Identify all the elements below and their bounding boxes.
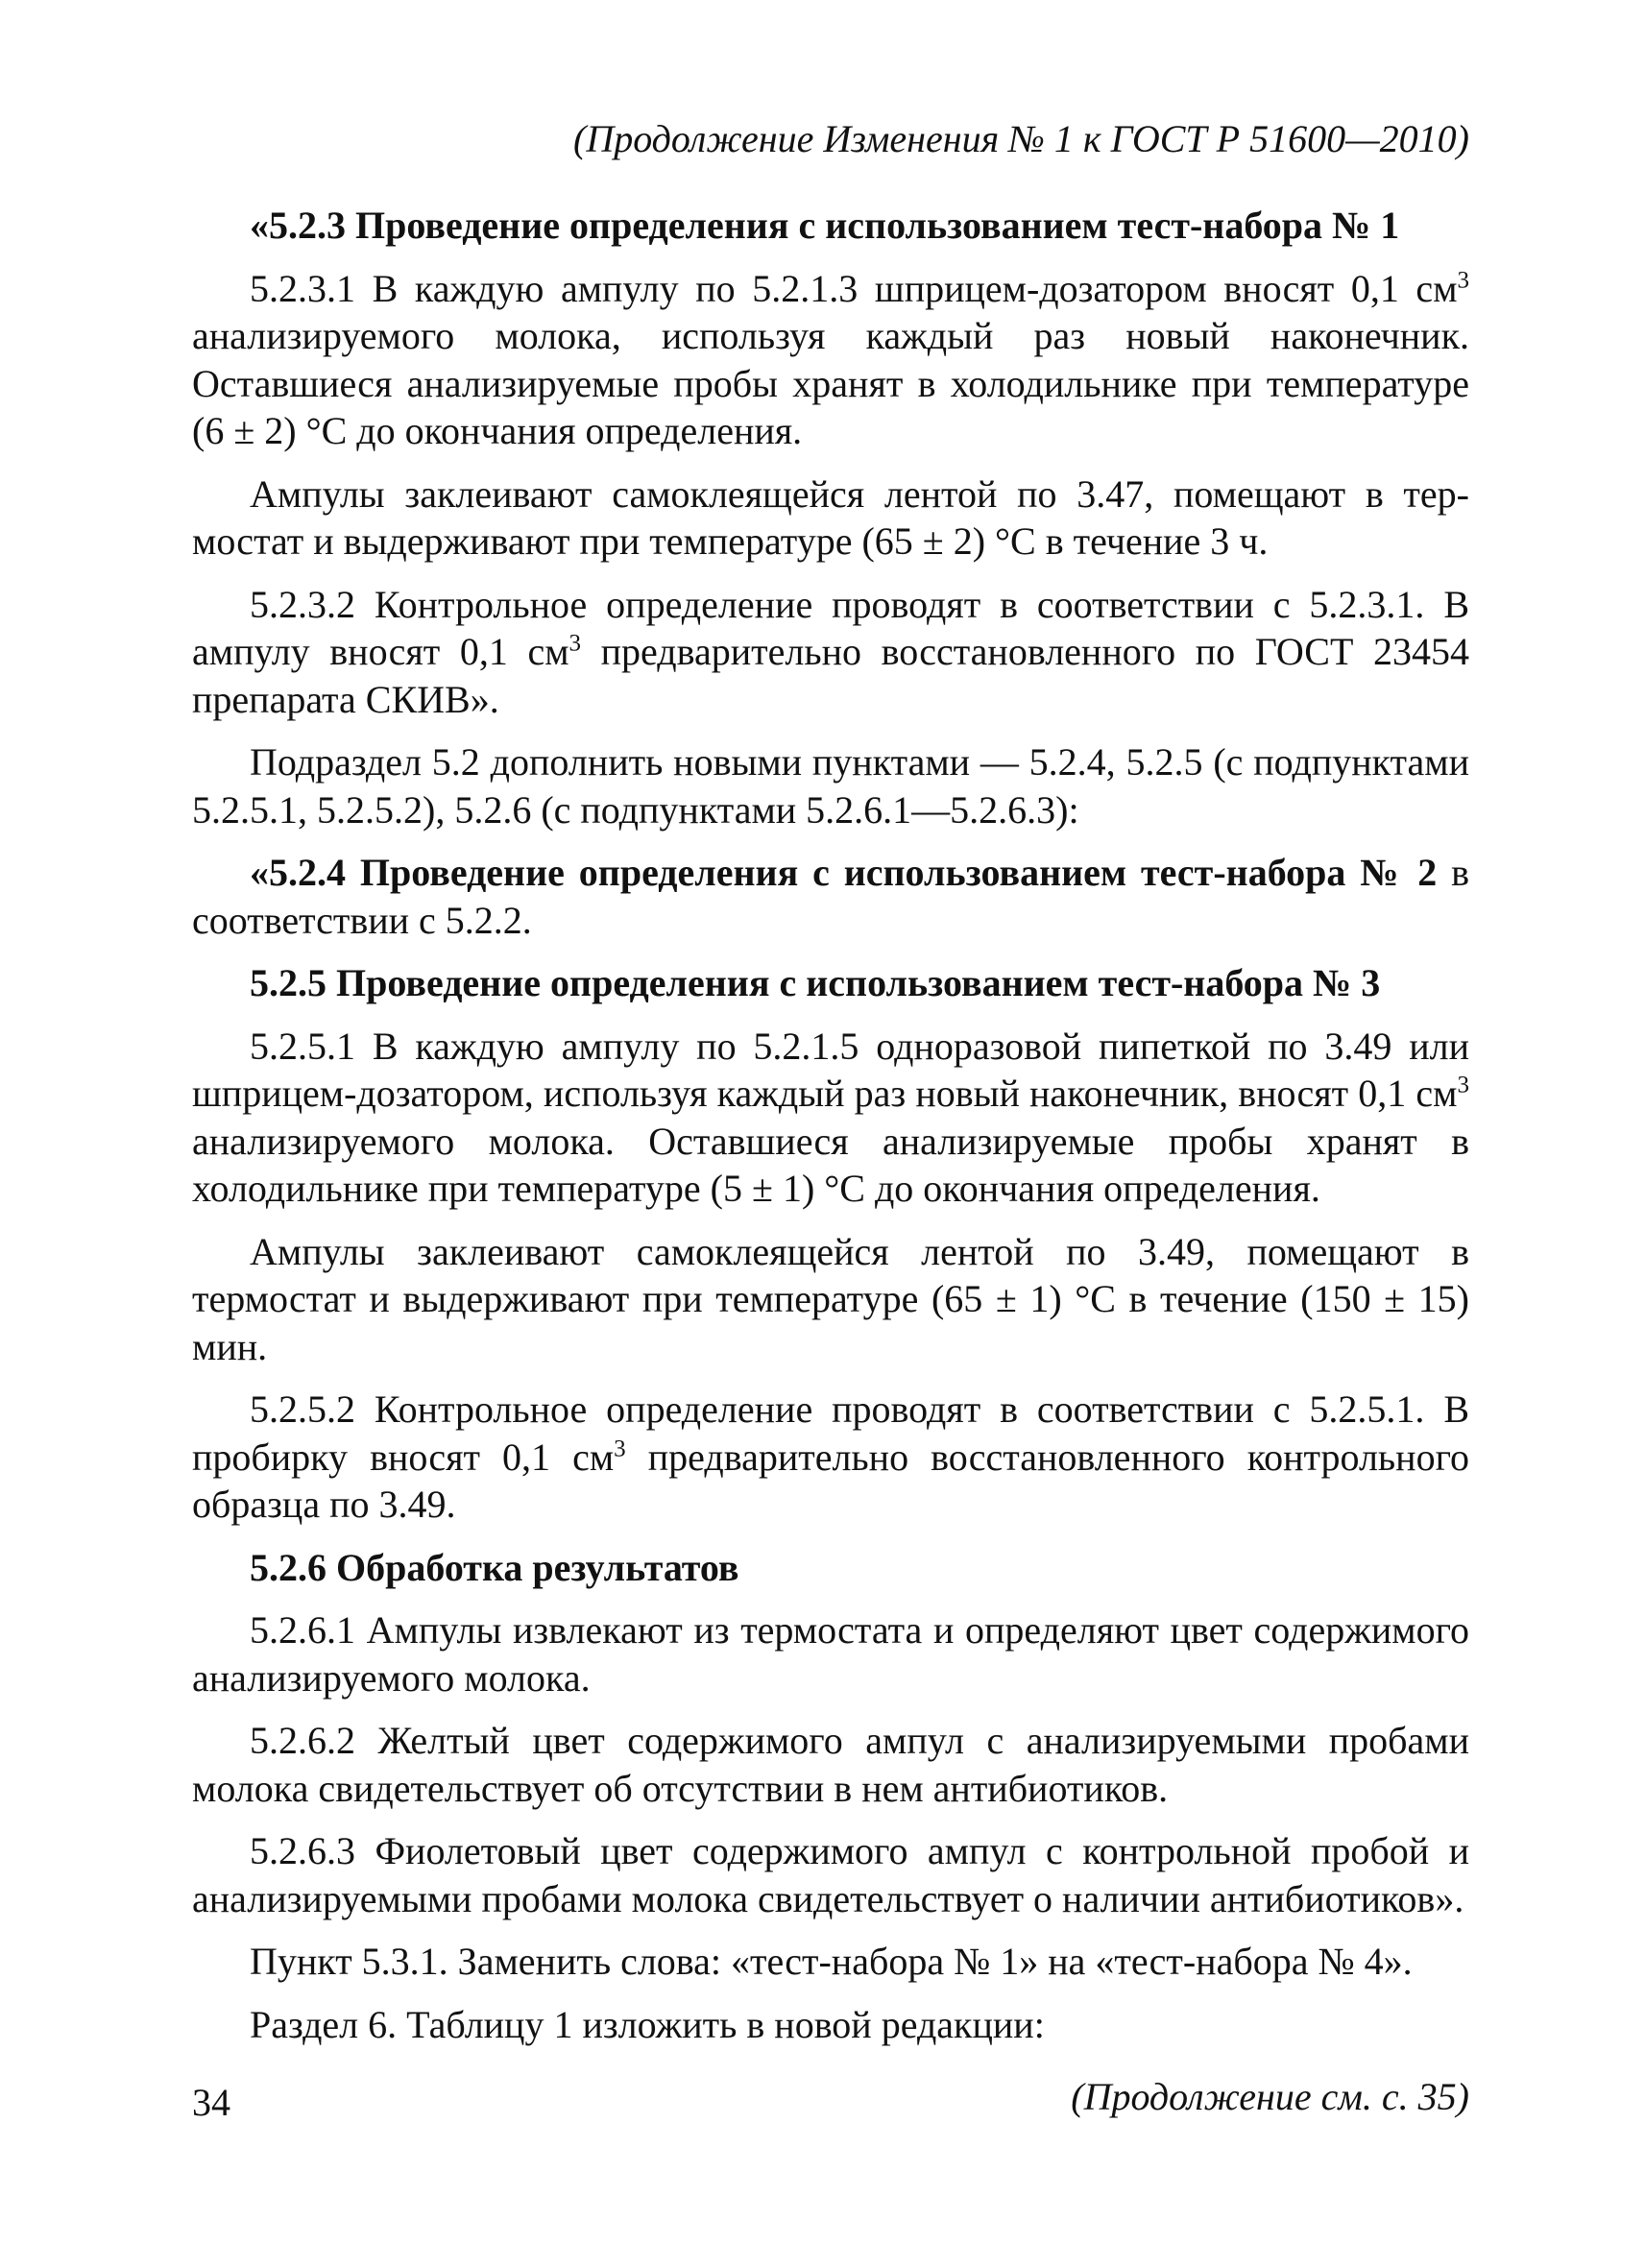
paragraph-text: анализируемого молока. Оставшиеся анализируемые пробы хранят в холодильнике при температуре (5 ± 1) °С до окончания определения.	[192, 1119, 1469, 1210]
page-number: 34	[192, 2081, 230, 2124]
continuation-note: (Продолжение см. с. 35)	[1071, 2075, 1469, 2118]
paragraph-text: предварительно восстановленного по ГОСТ 23454 препарата СКИВ».	[192, 630, 1469, 721]
paragraph-text: 5.2.5.2 Контрольное определение проводят в соответствии с 5.2.5.1. В пробирку вносят 0,1 см	[192, 1387, 1469, 1479]
paragraph-5-2-6-2: 5.2.6.2 Желтый цвет содержимого ампул с анализируемыми пробами молока свидетельствует об отсутствии в нем антибиотиков.	[192, 1719, 1469, 1810]
superscript: 3	[568, 630, 582, 657]
superscript: 3	[1457, 267, 1469, 294]
paragraph-5-2-5-1	[192, 1023, 1469, 1213]
paragraph-5-2-3-1	[192, 265, 1469, 455]
running-header: (Продолжение Изменения № 1 к ГОСТ Р 51600—2010)	[573, 117, 1469, 160]
paragraph-ampoules-sealing-1: Ампулы заклеивают самоклеящейся лентой по 3.47, помещают в термостат и выдерживают при температуре (65 ± 2) °С в течение 3 ч.	[192, 471, 1469, 563]
document-page	[192, 115, 1469, 2121]
paragraph-text: предварительно восстановленного контрольного образца по 3.49.	[192, 1435, 1469, 1526]
paragraph-5-2-4	[192, 849, 1469, 944]
superscript: 3	[1457, 1072, 1469, 1098]
paragraph-text: анализируемого молока, используя каждый раз новый наконечник. Оставшиеся анализируемые пробы хранят в холодильнике при температуре (6 ± 2) °С до окончания определения.	[192, 314, 1469, 452]
paragraph-text: 5.2.3.1 В каждую ампулу по 5.2.1.3 шприцем-дозатором вносят 0,1 см	[250, 266, 1458, 310]
paragraph-subsection-addition: Подраздел 5.2 дополнить новыми пунктами — 5.2.4, 5.2.5 (с подпунктами 5.2.5.1, 5.2.5.2), 5.2.6 (с подпунктами 5.2.6.1—5.2.6.3):	[192, 740, 1469, 832]
paragraph-5-2-5-2	[192, 1386, 1469, 1529]
paragraph-5-2-3-2	[192, 581, 1469, 724]
paragraph-text: 5.2.3.2 Контрольное определение проводят в соответствии с 5.2.3.1. В ампулу вносят 0,1 см	[192, 582, 1469, 673]
paragraph-section-6: Раздел 6. Таблицу 1 изложить в новой редакции:	[250, 2002, 1045, 2046]
heading-text: «5.2.4 Проведение определения с использованием тест-набора № 2	[250, 851, 1438, 894]
superscript: 3	[614, 1436, 626, 1462]
paragraph-ampoules-sealing-2: Ампулы заклеивают самоклеящейся лентой по 3.49, помещают в термостат и выдерживают при температуре (65 ± 1) °С в течение (150 ± 15) мин.	[192, 1229, 1469, 1368]
heading-text: 5.2.6 Обработка результатов	[250, 1545, 739, 1589]
paragraph-5-2-6-3: 5.2.6.3 Фиолетовый цвет содержимого ампул с контрольной пробой и анализируемыми пробами молока свидетельствует о наличии антибиотиков».	[192, 1829, 1469, 1920]
paragraph-5-2-6-1: 5.2.6.1 Ампулы извлекают из термостата и определяют цвет содержимого анализируемого молока.	[192, 1608, 1469, 1700]
paragraph-text: 5.2.5.1 В каждую ампулу по 5.2.1.5 одноразовой пипеткой по 3.49 или шприцем-дозатором, используя каждый раз новый наконечник, вносят 0,1 см	[192, 1024, 1469, 1115]
section-heading-5-2-3	[192, 202, 1469, 250]
heading-text: «5.2.3 Проведение определения с использованием тест-набора № 1	[250, 204, 1400, 247]
section-heading-5-2-5	[192, 959, 1469, 1007]
section-heading-5-2-6	[192, 1544, 1469, 1592]
paragraph-text: в соответствии с 5.2.2.	[192, 851, 1469, 942]
heading-text: 5.2.5 Проведение определения с использованием тест-набора № 3	[250, 961, 1381, 1004]
paragraph-item-5-3-1: Пункт 5.3.1. Заменить слова: «тест-набора № 1» на «тест-набора № 4».	[250, 1940, 1413, 1983]
